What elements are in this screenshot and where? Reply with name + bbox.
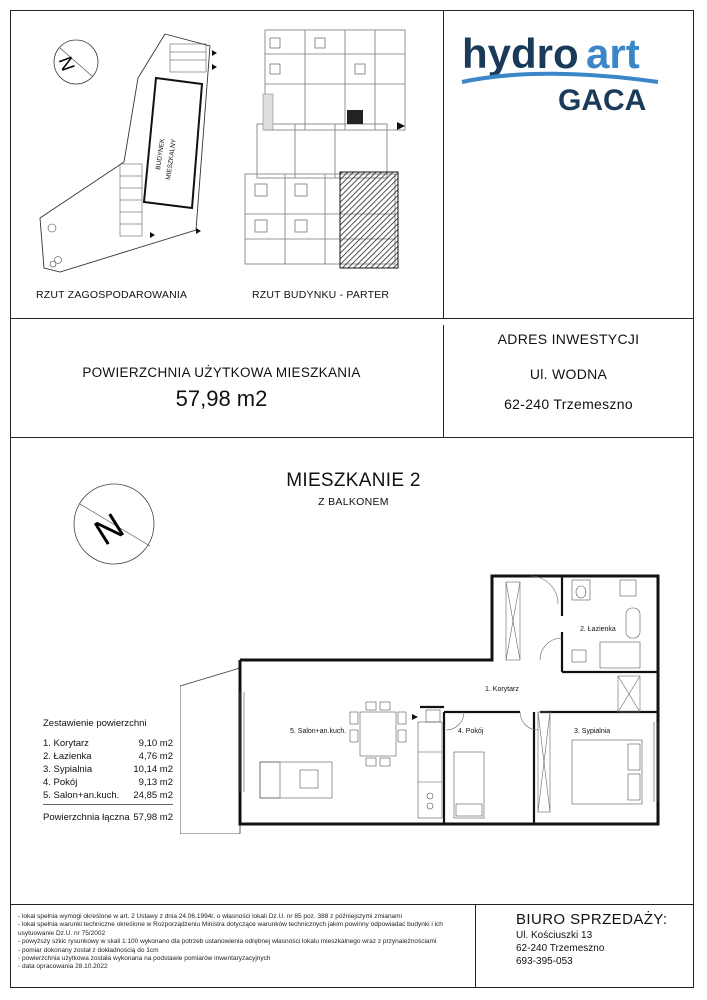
area-row-value: 9,13 m2: [138, 777, 173, 788]
area-summary-heading: Zestawienie powierzchni: [43, 718, 147, 729]
address-heading: ADRES INWESTYCJI: [497, 331, 640, 347]
building-plan-label: RZUT BUDYNKU - PARTER: [252, 289, 390, 301]
area-row-name: 5. Salon+an.kuch.: [43, 790, 120, 801]
divider-mid: [10, 437, 694, 438]
note-line: usytuowanie Dz.U. nr 75/2002: [18, 929, 106, 937]
divider-logo: [443, 10, 444, 318]
note-line: - powyższy szkic rysunkowy w skali 1:100 wykonano dla potrzeb ustanowienia odrębnej własności lokalu mieszkalnego wraz z przynależnościami: [18, 938, 437, 946]
site-plan-drawing: [20, 20, 240, 290]
area-row-value: 24,85 m2: [133, 790, 173, 801]
apartment-subtitle: Z BALKONEM: [318, 496, 389, 508]
area-row-name: 4. Pokój: [43, 777, 78, 788]
area-row-name: 1. Korytarz: [43, 738, 89, 749]
area-row: [43, 738, 173, 749]
sales-office-street: Ul. Kościuszki 13: [516, 930, 593, 941]
sales-office-heading: BIURO SPRZEDAŻY:: [516, 911, 668, 928]
building-label: BUDYNEK: [155, 138, 167, 171]
svg-text:N: N: [86, 504, 131, 554]
sales-office-phone[interactable]: 693-395-053: [516, 956, 573, 967]
site-plan-label: RZUT ZAGOSPODAROWANIA: [36, 289, 188, 301]
area-row: [43, 790, 173, 801]
north-arrow-small-icon: [54, 40, 98, 84]
area-total-label: Powierzchnia łączna: [43, 812, 130, 823]
legal-notes: [18, 913, 470, 972]
divider-sales: [475, 904, 476, 988]
usable-area-heading: POWIERZCHNIA UŻYTKOWA MIESZKANIA: [82, 365, 361, 380]
room-label-living: 5. Salon+an.kuch.: [290, 728, 347, 735]
address-street: Ul. WODNA: [529, 366, 608, 382]
logo-word-gaca: GACA: [558, 84, 647, 116]
area-row-name: 3. Sypialnia: [43, 764, 93, 775]
note-line: - pomiar dokonany został z dokładnością do 1cm: [18, 946, 159, 954]
north-arrow-icon: [64, 474, 168, 574]
floor-plan-drawing: [180, 572, 670, 834]
address-city: 62-240 Trzemeszno: [504, 396, 633, 412]
divider-bottom: [10, 904, 694, 905]
area-total-row: [43, 812, 173, 823]
svg-text:N: N: [53, 53, 79, 75]
room-label-bathroom: 2. Łazienka: [580, 626, 616, 633]
logo-word-art: art: [586, 30, 640, 77]
area-row: [43, 777, 173, 788]
room-label-corridor: 1. Korytarz: [485, 686, 519, 693]
entrance-arrow-icon: [397, 122, 405, 130]
svg-text:MIESZKALNY: MIESZKALNY: [165, 138, 178, 181]
building-plan-drawing: [235, 24, 420, 274]
area-row: [43, 751, 173, 762]
area-total-value: 57,98 m2: [133, 812, 173, 823]
area-row: [43, 764, 173, 775]
area-row-value: 10,14 m2: [133, 764, 173, 775]
room-label-room: 4. Pokój: [458, 728, 484, 735]
logo-word-hydro: hydro: [462, 30, 579, 77]
area-row-value: 4,76 m2: [138, 751, 173, 762]
area-row-name: 2. Łazienka: [43, 751, 92, 762]
note-line: - lokal spełnia wymogi określone w art. 2 Ustawy z dnia 24.06.1994r. o własności lokali Dz.U. nr 85 poz. 388 z późniejszymi zmianami: [18, 913, 403, 920]
sales-office-details: [516, 929, 604, 968]
note-line: - lokal spełnia warunki techniczne określone w Rozporządzeniu Ministra dotyczące warunków technicznych jakim powinny odpowiadać budynki i ich: [18, 921, 443, 929]
sales-office-city: 62-240 Trzemeszno: [516, 943, 605, 954]
note-line: - data opracowania 28.10.2022: [18, 963, 108, 971]
area-row-value: 9,10 m2: [138, 738, 173, 749]
note-line: - powierzchnia użytkowa została wykonana na podstawie pomiarów inwentaryzacyjnych: [18, 955, 271, 963]
company-logo: [458, 24, 678, 124]
area-summary-rule: [43, 804, 173, 805]
usable-area-value: 57,98 m2: [175, 386, 268, 411]
apartment-title: MIESZKANIE 2: [286, 470, 421, 491]
divider-top: [10, 318, 694, 319]
room-label-bedroom: 3. Sypialnia: [574, 728, 611, 735]
